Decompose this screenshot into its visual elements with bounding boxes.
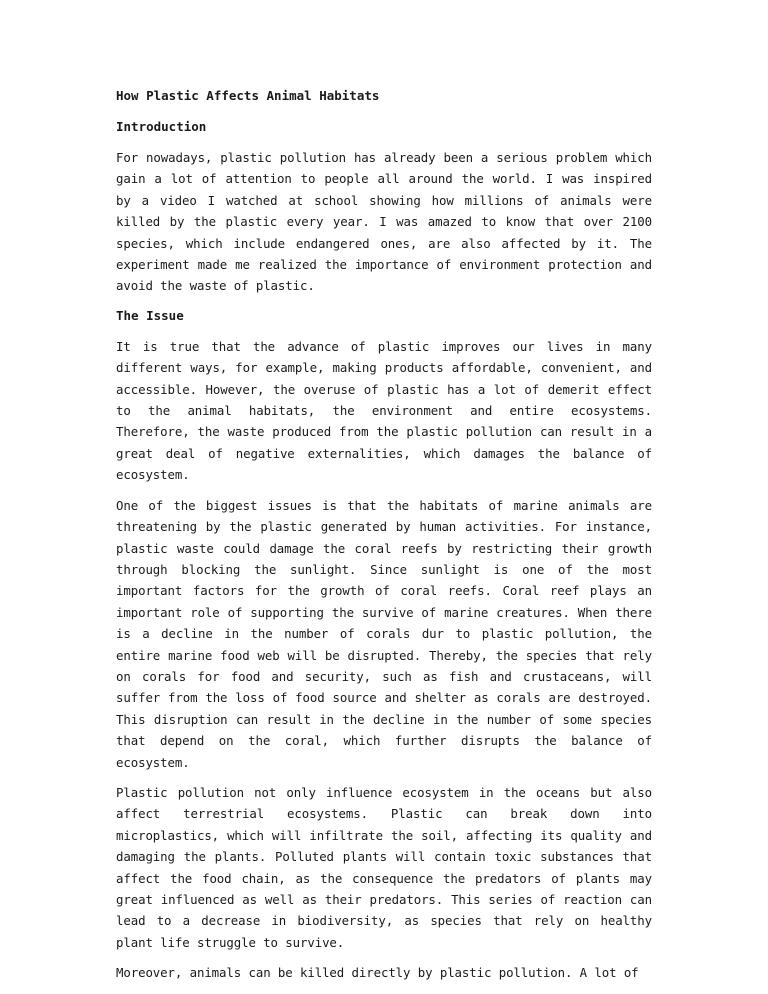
- section-heading-introduction: Introduction: [116, 119, 207, 134]
- document-title: How Plastic Affects Animal Habitats: [116, 88, 380, 103]
- document-page: [116, 86, 652, 984]
- paragraph: One of the biggest issues is that the habitats of marine animals are threatening by the plastic generated by human activities. For instance, plastic waste could damage the coral reefs by restricting their growth through blocking the sunlight. Since sunlight is one of the most important factors for the growth of coral reefs. Coral reef plays an important role of supporting the survive of marine creatures. When there is a decline in the number of corals dur to plastic pollution, the entire marine food web will be disrupted. Thereby, the species that rely on corals for food and security, such as fish and crustaceans, will suffer from the loss of food source and shelter as corals are destroyed. This disruption can result in the decline in the number of some species that depend on the coral, which further disrupts the balance of ecosystem.: [116, 497, 652, 770]
- paragraph: It is true that the advance of plastic improves our lives in many different ways, for example, making products affordable, convenient, and accessible. However, the overuse of plastic has a lot of demerit effect to the animal habitats, the environment and entire ecosystems. Therefore, the waste produced from the plastic pollution can result in a great deal of negative externalities, which damages the balance of ecosystem.: [116, 338, 652, 483]
- paragraph: For nowadays, plastic pollution has already been a serious problem which gain a lot of attention to people all around the world. I was inspired by a video I watched at school showing how millions of animals were killed by the plastic every year. I was amazed to know that over 2100 species, which include endangered ones, are also affected by it. The experiment made me realized the importance of environment protection and avoid the waste of plastic.: [116, 150, 652, 294]
- paragraph: Moreover, animals can be killed directly by plastic pollution. A lot of: [116, 965, 639, 981]
- paragraph: Plastic pollution not only influence ecosystem in the oceans but also affect terrestrial ecosystems. Plastic can break down into microplastics, which will infiltrate the soil, affecting its quality and damaging the plants. Polluted plants will contain toxic substances that affect the food chain, as the consequence the predators of plants may great influenced as well as their predators. This series of reaction can lead to a decrease in biodiversity, as species that rely on healthy plant life struggle to survive.: [116, 784, 652, 950]
- section-heading-the-issue: The Issue: [116, 307, 184, 323]
